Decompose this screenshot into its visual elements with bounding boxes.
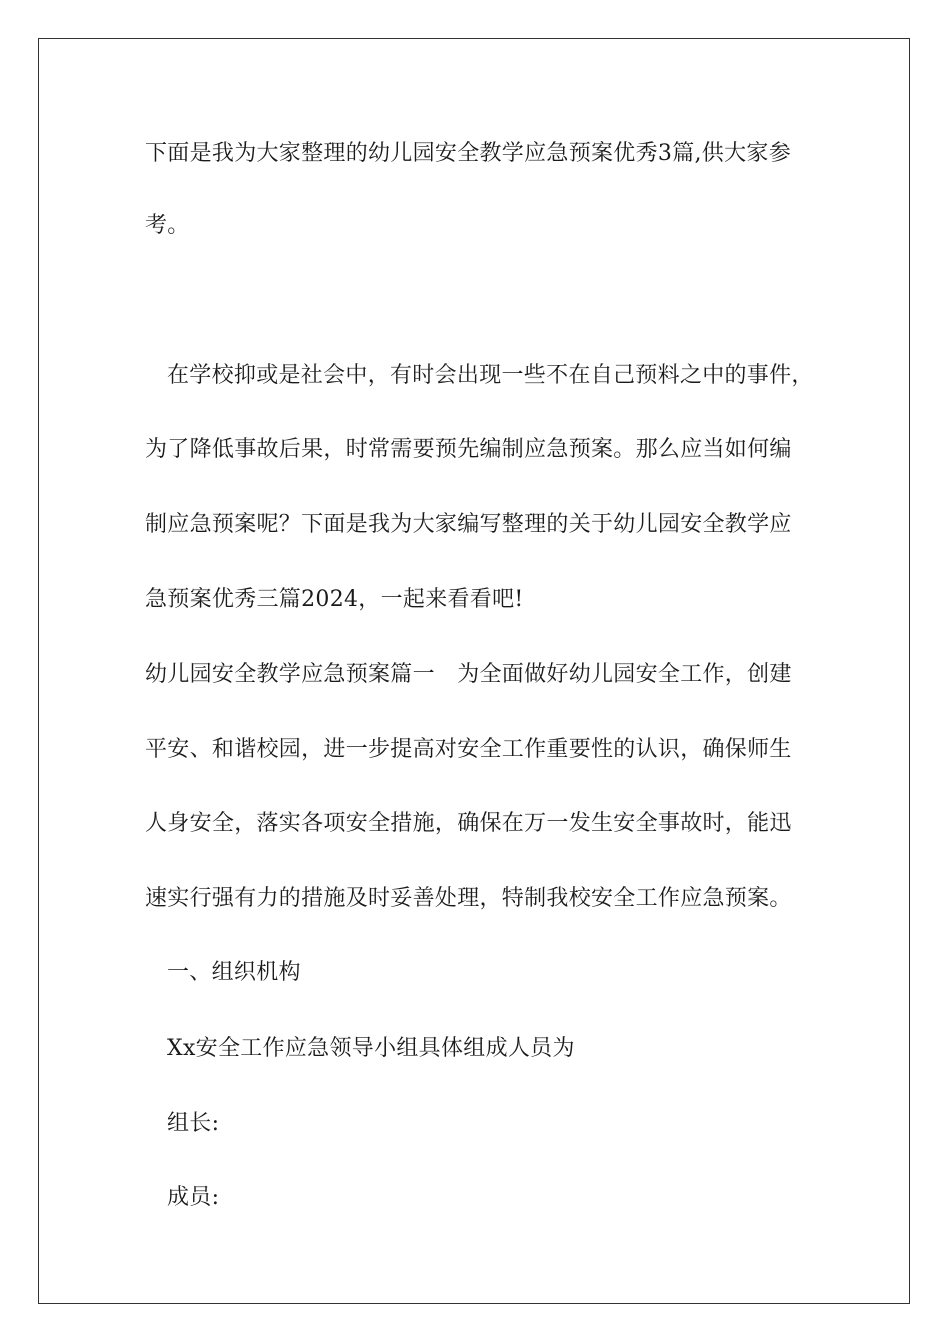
paragraph-1-line-1: 在学校抑或是社会中，有时会出现一些不在自己预料之中的事件， xyxy=(167,363,814,388)
heading-organization: 一、组织机构 xyxy=(167,960,301,985)
paragraph-1-line-4: 急预案优秀三篇2024，一起来看看吧! xyxy=(145,587,524,612)
paragraph-1-line-3: 制应急预案呢？下面是我为大家编写整理的关于幼儿园安全教学应 xyxy=(145,512,792,537)
section-1-line-3: 人身安全，落实各项安全措施，确保在万一发生安全事故时，能迅 xyxy=(145,811,792,836)
leader-label: 组长: xyxy=(167,1111,220,1136)
members-label: 成员: xyxy=(167,1185,220,1210)
intro-line-2: 考。 xyxy=(145,213,190,238)
section-1-line-4: 速实行强有力的措施及时妥善处理，特制我校安全工作应急预案。 xyxy=(145,886,792,911)
section-1-line-1: 幼儿园安全教学应急预案篇一 为全面做好幼儿园安全工作，创建 xyxy=(145,662,792,687)
paragraph-1-line-2: 为了降低事故后果，时常需要预先编制应急预案。那么应当如何编 xyxy=(145,437,792,462)
intro-line-1: 下面是我为大家整理的幼儿园安全教学应急预案优秀3篇,供大家参 xyxy=(145,141,791,166)
leadership-group-line: Xx安全工作应急领导小组具体组成人员为 xyxy=(167,1036,575,1061)
section-1-line-2: 平安、和谐校园，进一步提高对安全工作重要性的认识，确保师生 xyxy=(145,737,792,762)
